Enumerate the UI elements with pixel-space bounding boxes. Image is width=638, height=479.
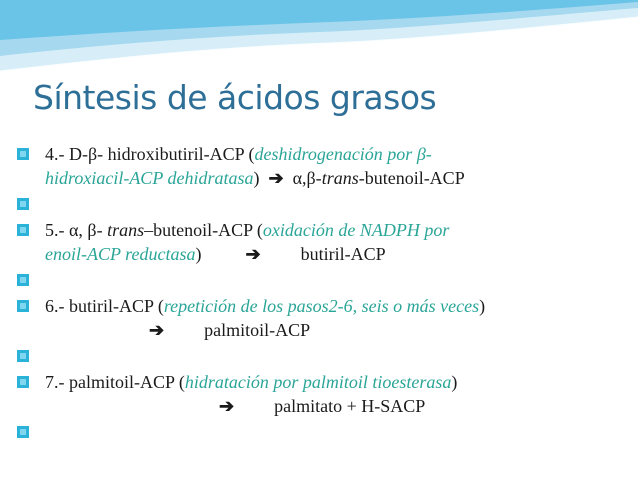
enzyme-text: hidroxiacil-ACP dehidratasa bbox=[45, 168, 254, 188]
step-text: - hidroxibutiril-ACP ( bbox=[97, 144, 255, 164]
right-arrow-icon: ➔ bbox=[268, 168, 284, 188]
list-item bbox=[17, 294, 617, 342]
square-bullet-icon bbox=[17, 148, 29, 160]
step-text: ) bbox=[451, 372, 458, 392]
bullet-list bbox=[17, 142, 617, 444]
step-text: 4.- D- bbox=[45, 144, 88, 164]
enzyme-text: oxidación de NADPH por bbox=[262, 220, 450, 240]
right-arrow-icon: ➔ bbox=[219, 396, 235, 416]
right-arrow-icon: ➔ bbox=[149, 320, 165, 340]
step-text: –butenoil-ACP ( bbox=[144, 220, 263, 240]
right-arrow-icon: ➔ bbox=[245, 244, 261, 264]
product-text: trans bbox=[321, 168, 359, 188]
step-text: 5.- α, β- bbox=[45, 220, 108, 240]
product-text: palmitoil-ACP bbox=[204, 320, 311, 340]
product-text: -butenoil-ACP bbox=[358, 168, 465, 188]
empty-list-item bbox=[17, 420, 617, 444]
step-text: ) bbox=[253, 168, 260, 188]
product-text: α,β- bbox=[292, 168, 322, 188]
list-item bbox=[17, 142, 617, 190]
empty-list-item bbox=[17, 268, 617, 292]
step-text: 7.- palmitoil-ACP ( bbox=[45, 372, 185, 392]
enzyme-text: repetición de los pasos2-6, seis o más veces bbox=[163, 296, 480, 316]
square-bullet-icon bbox=[17, 274, 29, 286]
empty-list-item bbox=[17, 344, 617, 368]
square-bullet-icon bbox=[17, 224, 29, 236]
square-bullet-icon bbox=[17, 426, 29, 438]
list-item bbox=[17, 218, 617, 266]
step-text: ) bbox=[195, 244, 202, 264]
enzyme-text: deshidrogenación por bbox=[254, 144, 417, 164]
step-text: 6.- butiril-ACP ( bbox=[45, 296, 164, 316]
square-bullet-icon bbox=[17, 198, 29, 210]
square-bullet-icon bbox=[17, 350, 29, 362]
beta-symbol: β bbox=[416, 144, 426, 164]
step-text: ) bbox=[479, 296, 486, 316]
product-text: palmitato + H-SACP bbox=[274, 396, 426, 416]
slide-title: Síntesis de ácidos grasos bbox=[33, 78, 437, 117]
header-wave-decoration bbox=[0, 0, 638, 80]
square-bullet-icon bbox=[17, 376, 29, 388]
product-text: butiril-ACP bbox=[300, 244, 386, 264]
enzyme-text: enoil-ACP reductasa bbox=[45, 244, 196, 264]
list-item bbox=[17, 370, 617, 418]
square-bullet-icon bbox=[17, 300, 29, 312]
step-text: trans bbox=[107, 220, 145, 240]
empty-list-item bbox=[17, 192, 617, 216]
beta-symbol: β bbox=[88, 144, 98, 164]
enzyme-text: - bbox=[425, 144, 432, 164]
enzyme-text: hidratación por palmitoil tioesterasa bbox=[184, 372, 452, 392]
